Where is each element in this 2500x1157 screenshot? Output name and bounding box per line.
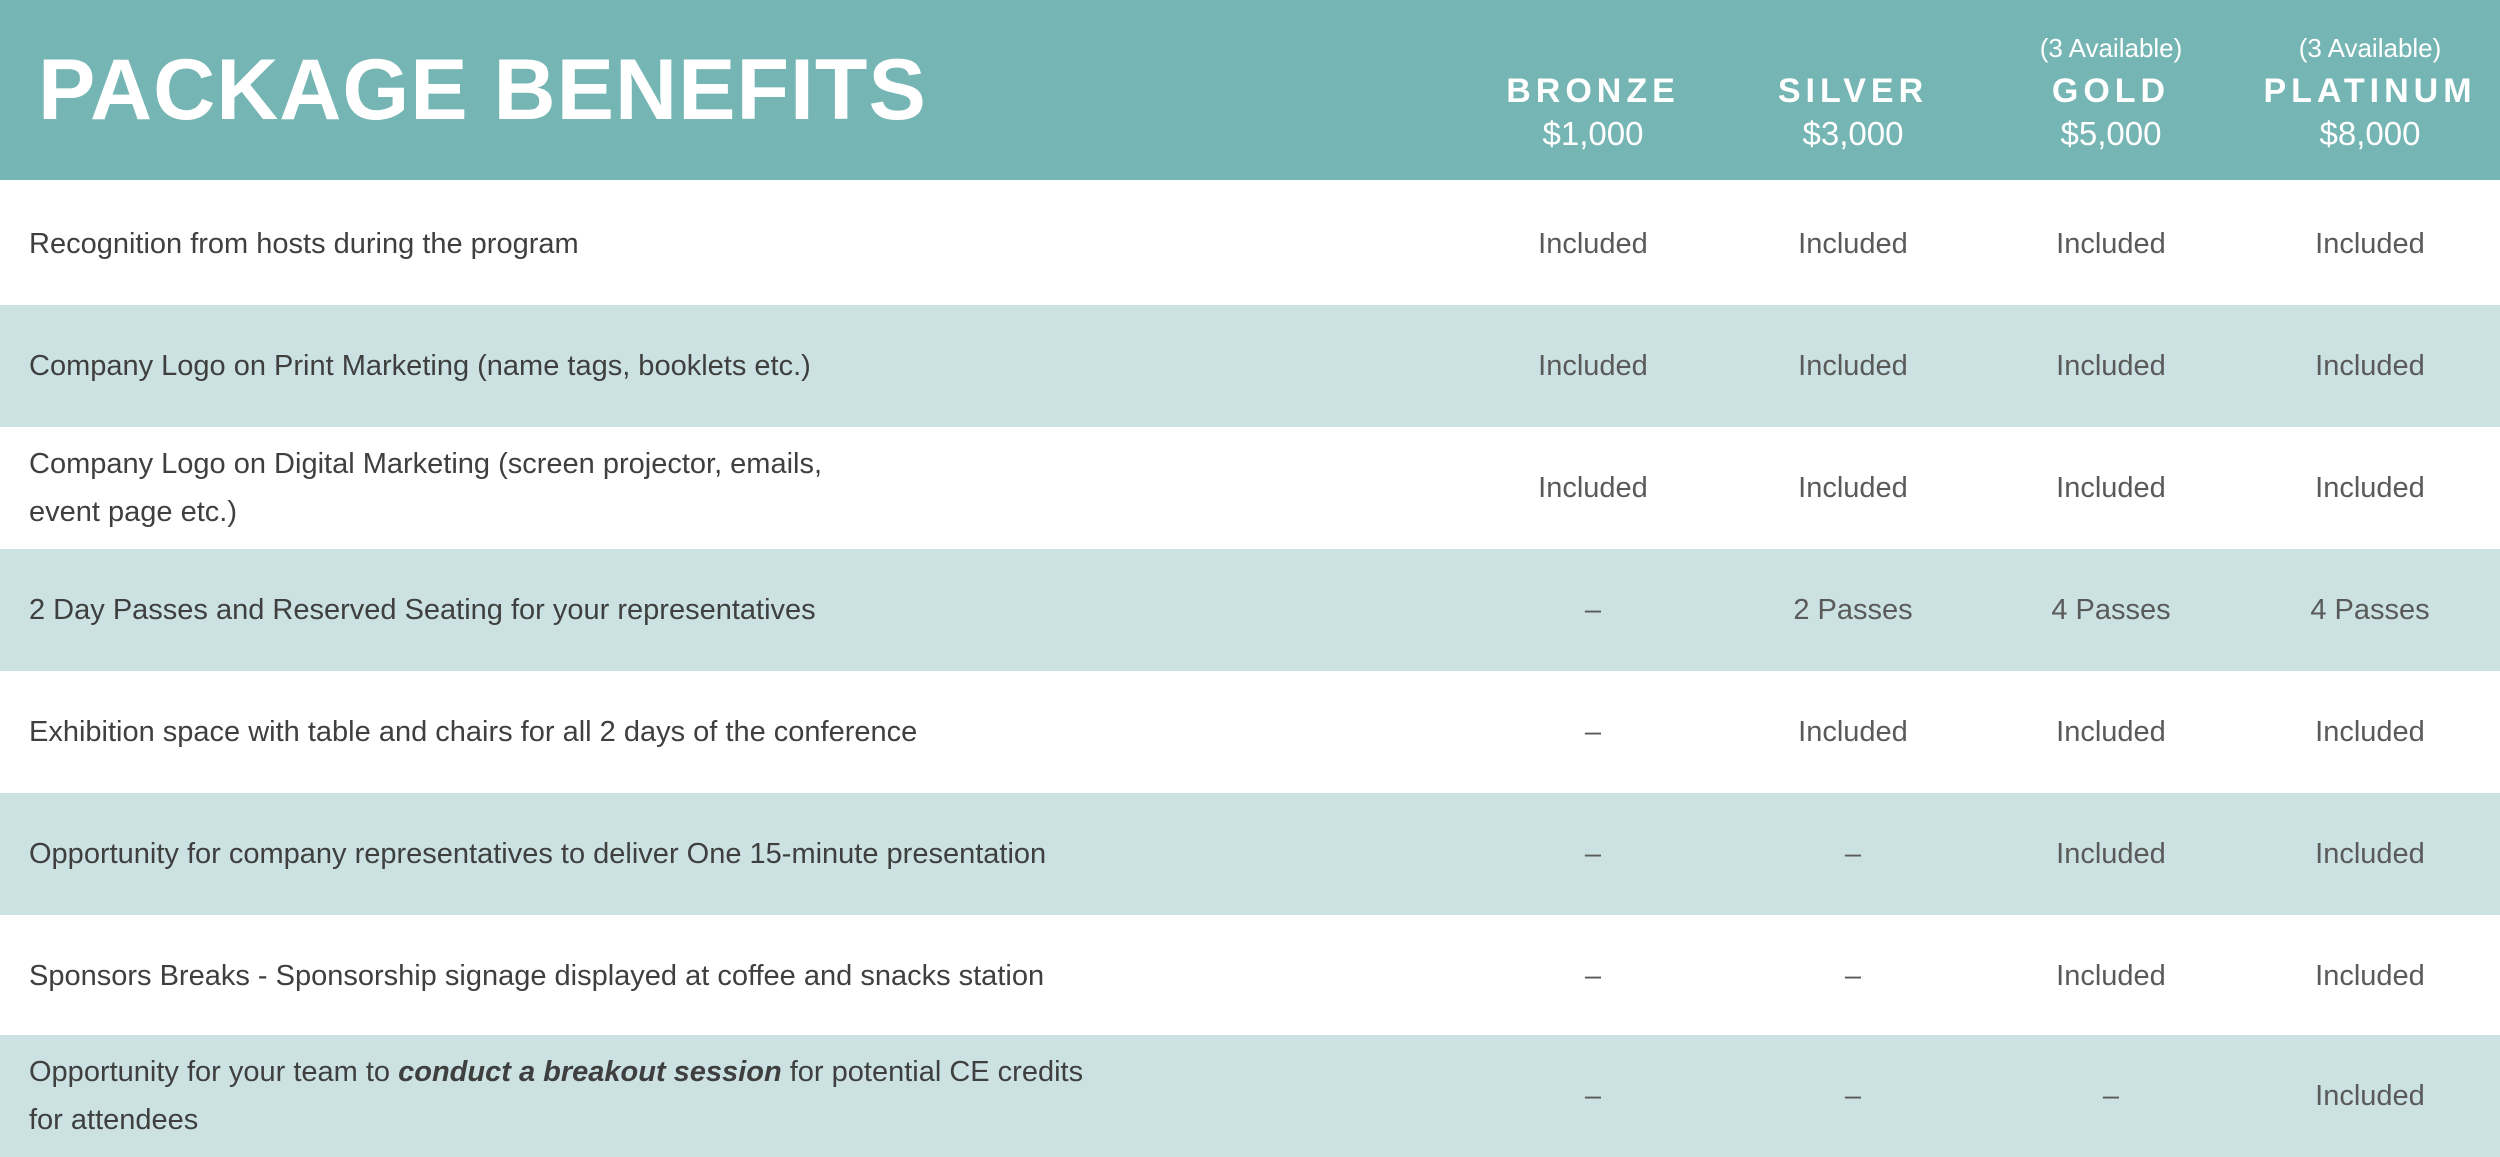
tier-availability: (3 Available) <box>2298 33 2442 63</box>
bronze-value: – <box>1584 1079 1602 1112</box>
benefit-text <box>29 1048 1083 1144</box>
silver-value: Included <box>1798 349 1908 382</box>
benefit-text-line1: Company Logo on Digital Marketing (screen projector, emails, <box>29 448 823 480</box>
tier-name: GOLD <box>2051 72 2171 110</box>
benefit-text: Sponsors Breaks - Sponsorship signage displayed at coffee and snacks station <box>29 960 1045 992</box>
silver-value: – <box>1844 959 1862 992</box>
platinum-value: Included <box>2315 471 2425 504</box>
table-row <box>0 183 2500 305</box>
bronze-value: Included <box>1538 227 1648 260</box>
silver-value: – <box>1844 837 1862 870</box>
platinum-value: Included <box>2315 227 2425 260</box>
tier-header-silver <box>1723 0 1983 180</box>
table-row <box>0 549 2500 671</box>
silver-value: Included <box>1798 471 1908 504</box>
bronze-value: – <box>1584 715 1602 748</box>
gold-value: 4 Passes <box>2051 593 2171 626</box>
bronze-value: Included <box>1538 471 1648 504</box>
tier-name: BRONZE <box>1506 72 1680 110</box>
gold-value: – <box>2102 1079 2120 1112</box>
gold-value: Included <box>2056 837 2166 870</box>
tier-header-platinum <box>2240 0 2500 180</box>
benefit-label <box>29 305 1209 427</box>
table-row <box>0 427 2500 549</box>
page-title: PACKAGE BENEFITS <box>38 42 927 138</box>
benefit-text: Company Logo on Print Marketing (name tags, booklets etc.) <box>29 350 811 382</box>
tier-name: SILVER <box>1777 72 1929 110</box>
benefit-text: Exhibition space with table and chairs for all 2 days of the conference <box>29 716 918 748</box>
gold-value: Included <box>2056 959 2166 992</box>
tier-header-gold <box>1981 0 2241 180</box>
bronze-value: – <box>1584 593 1602 626</box>
benefit-label <box>29 549 1209 671</box>
platinum-value: Included <box>2315 959 2425 992</box>
tier-price: $1,000 <box>1542 115 1644 152</box>
gold-value: Included <box>2056 349 2166 382</box>
table-row <box>0 915 2500 1037</box>
benefit-text-line2: for attendees <box>29 1104 199 1136</box>
platinum-value: Included <box>2315 837 2425 870</box>
silver-value: – <box>1844 1079 1862 1112</box>
benefit-text: Recognition from hosts during the program <box>29 228 579 260</box>
table-row <box>0 671 2500 793</box>
platinum-value: Included <box>2315 1079 2425 1112</box>
tier-price: $3,000 <box>1802 115 1904 152</box>
silver-value: Included <box>1798 715 1908 748</box>
tier-price: $5,000 <box>2060 115 2162 152</box>
benefit-label <box>29 915 1209 1037</box>
silver-value: Included <box>1798 227 1908 260</box>
table-row <box>0 793 2500 915</box>
benefit-label <box>29 427 1209 549</box>
gold-value: Included <box>2056 471 2166 504</box>
benefit-text-line2: event page etc.) <box>29 496 237 528</box>
gold-value: Included <box>2056 227 2166 260</box>
benefit-text: 2 Day Passes and Reserved Seating for your representatives <box>29 594 816 626</box>
bronze-value: – <box>1584 959 1602 992</box>
gold-value: Included <box>2056 715 2166 748</box>
table-header <box>0 0 2500 180</box>
table-row <box>0 1035 2500 1157</box>
tier-name: PLATINUM <box>2263 72 2477 110</box>
benefit-text <box>29 440 822 536</box>
benefit-text: Opportunity for company representatives to deliver One 15-minute presentation <box>29 838 1047 870</box>
benefit-text-emphasis: conduct a breakout session <box>398 1056 782 1088</box>
tier-availability: (3 Available) <box>2039 33 2183 63</box>
silver-value: 2 Passes <box>1793 593 1913 626</box>
benefit-text-pre: Opportunity for your team to <box>29 1056 399 1088</box>
bronze-value: Included <box>1538 349 1648 382</box>
tier-header-bronze <box>1463 0 1723 180</box>
bronze-value: – <box>1584 837 1602 870</box>
benefit-label <box>29 793 1209 915</box>
benefit-label <box>29 671 1209 793</box>
benefit-label <box>29 1035 1209 1157</box>
platinum-value: 4 Passes <box>2310 593 2430 626</box>
platinum-value: Included <box>2315 715 2425 748</box>
table-row <box>0 305 2500 427</box>
platinum-value: Included <box>2315 349 2425 382</box>
benefit-label <box>29 183 1209 305</box>
benefit-text-post: for potential CE credits <box>781 1056 1084 1088</box>
tier-price: $8,000 <box>2319 115 2421 152</box>
